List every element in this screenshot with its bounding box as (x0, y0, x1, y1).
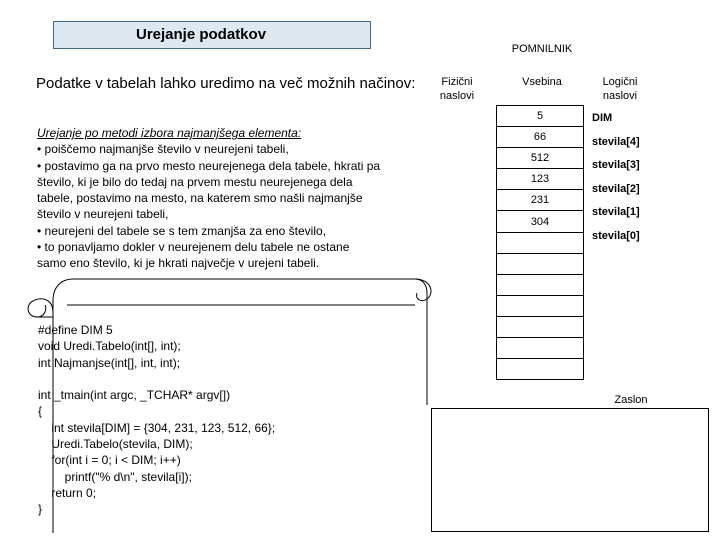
memory-cell (497, 274, 584, 295)
memory-row (497, 169, 584, 190)
memory-cell (497, 232, 584, 253)
memory-row (497, 274, 584, 295)
code-line: int _tmain(int argc, _TCHAR* argv[]) (38, 388, 231, 403)
code-line: Uredi.Tabelo(stevila, DIM); (38, 437, 193, 452)
memory-row (497, 316, 584, 337)
algorithm-line: število v neurejeni tabeli, (37, 207, 169, 222)
memory-cell: 66 (497, 127, 584, 148)
intro-text: Podatke v tabelah lahko uredimo na več možnih načinov: (36, 75, 416, 92)
memory-row (497, 148, 584, 169)
code-block (38, 322, 275, 518)
screen-label: Zaslon (614, 394, 648, 406)
logical-name: stevila[0] (592, 229, 640, 242)
memory-row (497, 359, 584, 380)
memory-row (497, 190, 584, 211)
memory-cell (497, 253, 584, 274)
code-line: return 0; (38, 485, 97, 500)
memory-row (497, 253, 584, 274)
algorithm-line: • postavimo ga na prvo mesto neurejenega dela tabele, hkrati pa (37, 158, 381, 173)
slide-title-box (53, 21, 371, 49)
memory-cell (497, 295, 584, 316)
logical-name: DIM (592, 112, 613, 124)
algorithm-line: • to ponavljamo dokler v neurejenem delu tabele ne ostane (37, 240, 350, 255)
content-header: Vsebina (522, 76, 562, 88)
logical-address-header: Logični naslovi (602, 76, 638, 102)
memory-cell: 5 (497, 106, 584, 127)
memory-title: POMNILNIK (511, 43, 573, 55)
memory-cell: 231 (497, 190, 584, 211)
algorithm-line: samo eno število, ki je hkrati največje v urejeni tabeli. (37, 256, 320, 271)
algorithm-line: število, ki je bilo do tedaj na prvem mestu neurejenega dela (37, 174, 353, 189)
memory-cell (497, 359, 584, 380)
code-line: #define DIM 5 (38, 323, 113, 337)
code-line: void Uredi.Tabelo(int[], int); (38, 339, 181, 354)
code-line: for(int i = 0; i < DIM; i++) (38, 453, 181, 468)
logical-name: stevila[1] (592, 206, 640, 218)
physical-address-header: Fizični naslovi (439, 76, 475, 102)
algorithm-description (37, 125, 477, 272)
memory-cell: 123 (497, 169, 584, 190)
memory-row (497, 232, 584, 253)
memory-cell (497, 338, 584, 359)
logical-name: stevila[2] (592, 182, 640, 195)
algorithm-line: tabele, postavimo na mesto, na katerem smo našli najmanjše (37, 191, 363, 206)
code-line: int stevila[DIM] = {304, 231, 123, 512, 66}; (38, 420, 276, 435)
memory-table (496, 105, 584, 380)
memory-row (497, 127, 584, 148)
slide-title: Urejanje podatkov (136, 26, 267, 43)
algorithm-line: • neurejeni del tabele se s tem zmanjša za eno število, (37, 223, 327, 238)
memory-row (497, 211, 584, 232)
code-line: printf("% d\n", stevila[i]); (38, 469, 192, 484)
logical-name: stevila[4] (592, 135, 640, 148)
logical-names (592, 107, 640, 248)
code-line: int Najmanjse(int[], int, int); (38, 355, 181, 370)
logical-name: stevila[3] (592, 159, 640, 171)
code-line (38, 371, 275, 387)
memory-row (497, 338, 584, 359)
code-line: } (38, 502, 43, 517)
code-line: { (38, 404, 43, 419)
algorithm-heading: Urejanje po metodi izbora najmanjšega elementa: (37, 126, 302, 140)
screen-output-box (431, 408, 709, 532)
memory-row (497, 106, 584, 127)
memory-cell (497, 316, 584, 337)
memory-cell: 512 (497, 148, 584, 169)
memory-row (497, 295, 584, 316)
memory-cell: 304 (497, 211, 584, 232)
algorithm-line: • poiščemo najmanjše število v neurejeni tabeli, (37, 142, 289, 157)
